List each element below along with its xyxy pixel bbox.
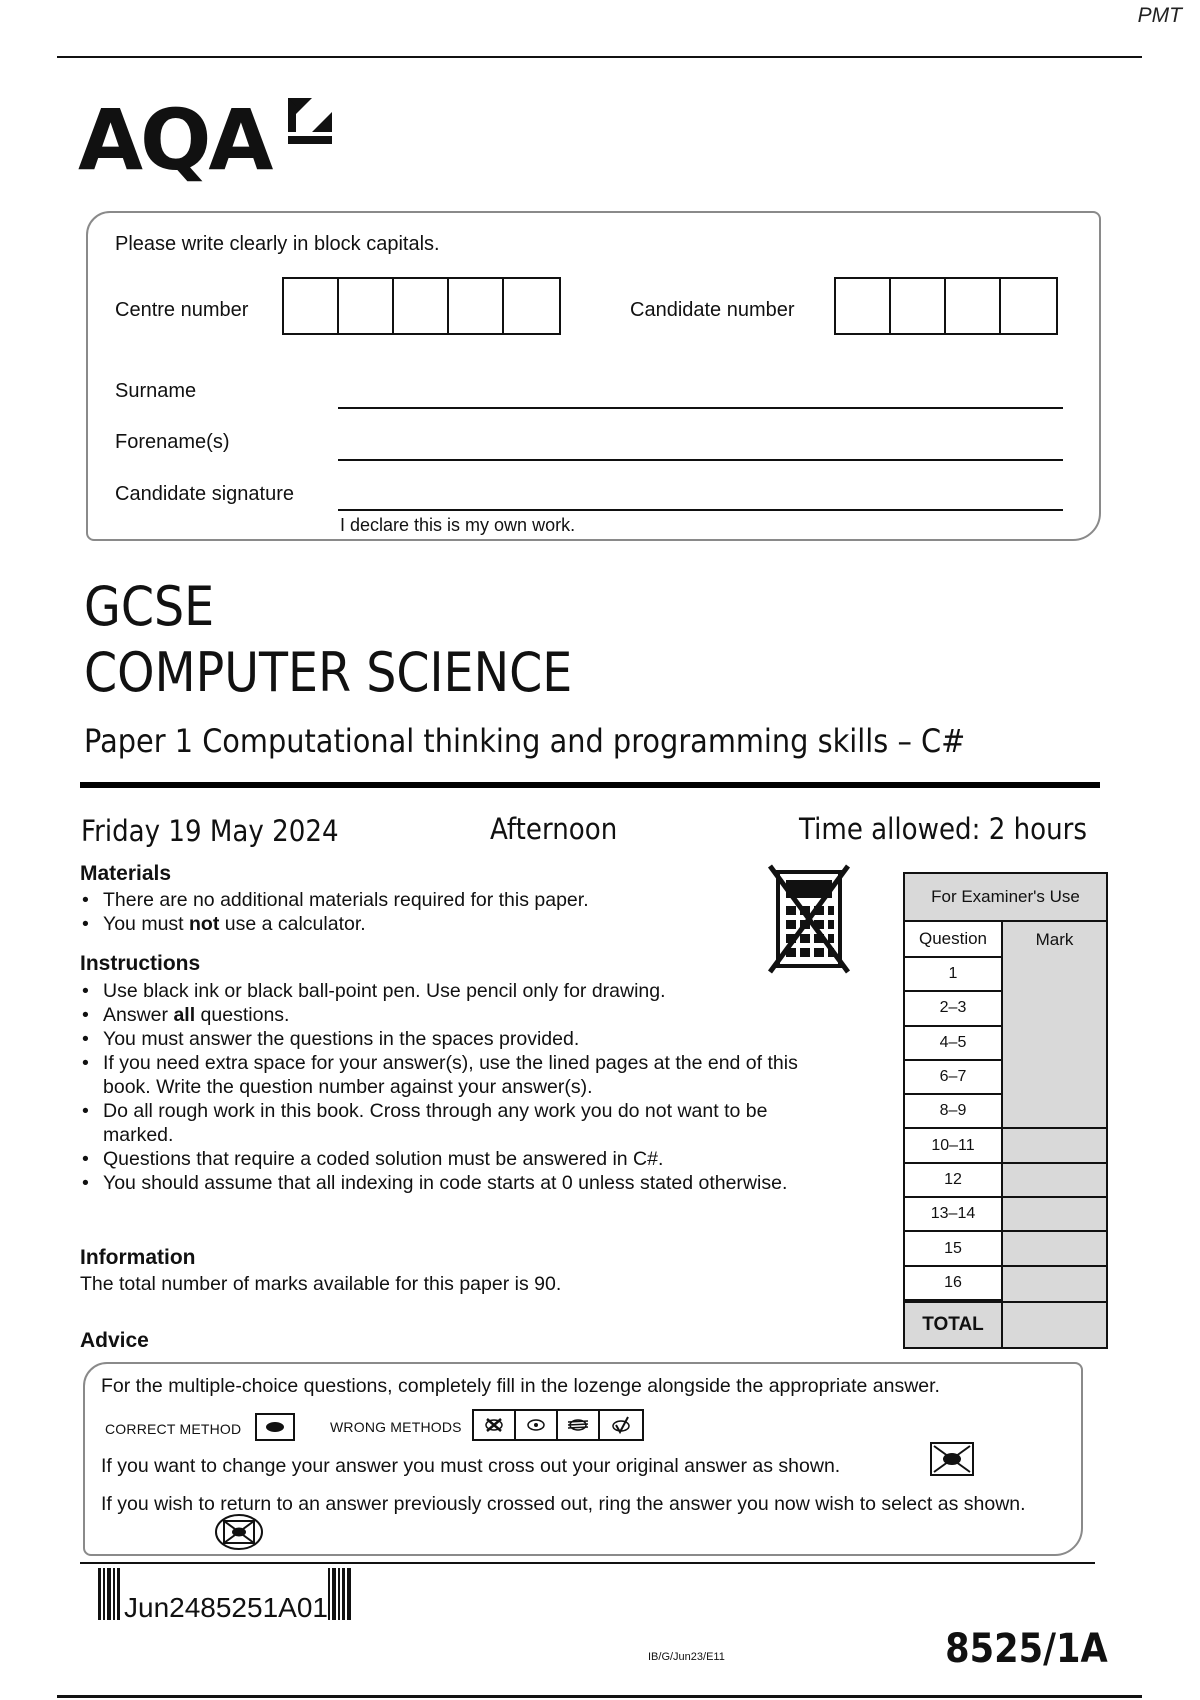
mark-cell (1003, 1095, 1106, 1129)
exam-session: Afternoon (490, 812, 618, 846)
wrong-method-scribble-icon (558, 1411, 600, 1439)
centre-number-digit[interactable] (449, 279, 504, 333)
list-item: • You must not use a calculator. (80, 912, 740, 936)
question-number: 12 (905, 1164, 1003, 1198)
examiner-use-title: For Examiner's Use (905, 874, 1106, 922)
question-column-header: Question (905, 922, 1003, 958)
filled-lozenge-icon (266, 1422, 284, 1432)
time-allowed: Time allowed: 2 hours (799, 812, 1087, 846)
wrong-method-tick-icon (600, 1411, 642, 1439)
mark-cell (1003, 1164, 1106, 1198)
mark-cell (1003, 1232, 1106, 1266)
list-item: • If you need extra space for your answer(s), use the lined pages at the end of this book. Write the question number against your answer(s). (80, 1051, 818, 1099)
table-row (905, 958, 1106, 992)
wrong-method-cross-icon (474, 1411, 516, 1439)
table-row (905, 1198, 1106, 1232)
question-number: 1 (905, 958, 1003, 992)
materials-list (80, 888, 740, 936)
information-text: The total number of marks available for this paper is 90. (80, 1273, 562, 1295)
question-number: 2–3 (905, 992, 1003, 1026)
question-number: 8–9 (905, 1095, 1003, 1129)
wrong-methods-label: WRONG METHODS (330, 1419, 462, 1435)
table-row (905, 1095, 1106, 1129)
correct-method-label: CORRECT METHOD (105, 1421, 242, 1437)
pmt-watermark: PMT (1137, 4, 1182, 27)
crossed-out-example-icon (930, 1442, 974, 1476)
candidate-number-digit[interactable] (891, 279, 946, 333)
centre-number-digit[interactable] (504, 279, 559, 333)
barcode-right-icon (328, 1568, 354, 1620)
top-rule (57, 56, 1142, 58)
exam-level: GCSE (84, 575, 215, 638)
signature-label: Candidate signature (115, 483, 295, 505)
wrong-method-dot-icon (516, 1411, 558, 1439)
candidate-number-digit[interactable] (1001, 279, 1056, 333)
advice-line-3: If you wish to return to an answer previously crossed out, ring the answer you now wish to select as shown. (101, 1493, 1026, 1515)
aqa-logo-mark-icon (282, 92, 338, 152)
instructions-list (80, 979, 860, 1195)
no-calculator-icon (766, 862, 852, 976)
question-number: 10–11 (905, 1129, 1003, 1163)
block-capitals-instruction: Please write clearly in block capitals. (115, 233, 440, 255)
wrong-methods-examples (472, 1409, 644, 1441)
question-number: 15 (905, 1232, 1003, 1266)
table-row (905, 992, 1106, 1026)
barcode-left-icon (98, 1568, 124, 1620)
ringed-answer-example-icon (213, 1512, 265, 1552)
paper-title: Paper 1 Computational thinking and programming skills – C# (84, 722, 966, 760)
candidate-number-digit[interactable] (836, 279, 891, 333)
materials-heading: Materials (80, 862, 172, 885)
examiner-use-table (903, 872, 1108, 1349)
table-row (905, 1267, 1106, 1301)
question-number: 6–7 (905, 1061, 1003, 1095)
table-row (905, 1061, 1106, 1095)
exam-date: Friday 19 May 2024 (81, 814, 339, 848)
surname-label: Surname (115, 380, 197, 402)
question-number: 4–5 (905, 1027, 1003, 1061)
mark-cell (1003, 1061, 1106, 1095)
table-row (905, 1164, 1106, 1198)
reference-code: IB/G/Jun23/E11 (648, 1651, 725, 1663)
mark-cell (1003, 1027, 1106, 1061)
candidate-number-digit[interactable] (946, 279, 1001, 333)
centre-number-boxes[interactable] (282, 277, 561, 335)
aqa-logo-text: AQA (78, 91, 271, 189)
signature-field[interactable] (338, 509, 1063, 511)
list-item: • Answer all questions. (80, 1003, 860, 1027)
instructions-heading: Instructions (80, 952, 201, 975)
information-heading: Information (80, 1246, 196, 1269)
table-row (905, 1027, 1106, 1061)
footer-rule (80, 1562, 1095, 1564)
centre-number-digit[interactable] (339, 279, 394, 333)
forename-label: Forename(s) (115, 431, 230, 453)
advice-heading: Advice (80, 1329, 149, 1352)
bottom-rule (57, 1695, 1142, 1698)
mark-cell (1003, 1267, 1106, 1301)
centre-number-digit[interactable] (284, 279, 339, 333)
total-label: TOTAL (905, 1303, 1003, 1347)
mark-cell (1003, 992, 1106, 1026)
correct-method-example (255, 1413, 295, 1441)
mark-cell (1003, 1129, 1106, 1163)
title-rule (80, 782, 1100, 788)
barcode-number: Jun2485251A01 (124, 1592, 328, 1623)
question-number: 16 (905, 1267, 1003, 1301)
advice-box (83, 1362, 1083, 1556)
list-item: • There are no additional materials required for this paper. (80, 888, 740, 912)
advice-line-1: For the multiple-choice questions, completely fill in the lozenge alongside the appropriate answer. (101, 1375, 940, 1397)
advice-line-2: If you want to change your answer you must cross out your original answer as shown. (101, 1455, 841, 1477)
mark-column-header: Mark (1035, 930, 1074, 949)
total-row (905, 1301, 1106, 1347)
declaration-text: I declare this is my own work. (340, 515, 576, 535)
list-item: • Use black ink or black ball-point pen. Use pencil only for drawing. (80, 979, 860, 1003)
question-number: 13–14 (905, 1198, 1003, 1232)
table-row (905, 1232, 1106, 1266)
list-item: • You must answer the questions in the spaces provided. (80, 1027, 860, 1051)
mark-cell (1003, 1198, 1106, 1232)
list-item: • You should assume that all indexing in code starts at 0 unless stated otherwise. (80, 1171, 860, 1195)
total-mark-cell (1003, 1303, 1106, 1347)
centre-number-digit[interactable] (394, 279, 449, 333)
aqa-logo (78, 91, 271, 189)
centre-number-label: Centre number (115, 299, 249, 321)
surname-field[interactable] (338, 407, 1063, 409)
list-item: • Do all rough work in this book. Cross through any work you do not want to be marked. (80, 1099, 818, 1147)
table-row (905, 1129, 1106, 1163)
forename-field[interactable] (338, 459, 1063, 461)
table-header-row (905, 922, 1106, 958)
paper-code: 8525/1A (945, 1626, 1108, 1672)
candidate-details-box (86, 211, 1101, 541)
candidate-number-boxes[interactable] (834, 277, 1058, 335)
candidate-number-label: Candidate number (630, 299, 795, 321)
mark-cell (1003, 958, 1106, 992)
list-item: • Questions that require a coded solution must be answered in C#. (80, 1147, 860, 1171)
exam-subject: COMPUTER SCIENCE (84, 641, 573, 704)
